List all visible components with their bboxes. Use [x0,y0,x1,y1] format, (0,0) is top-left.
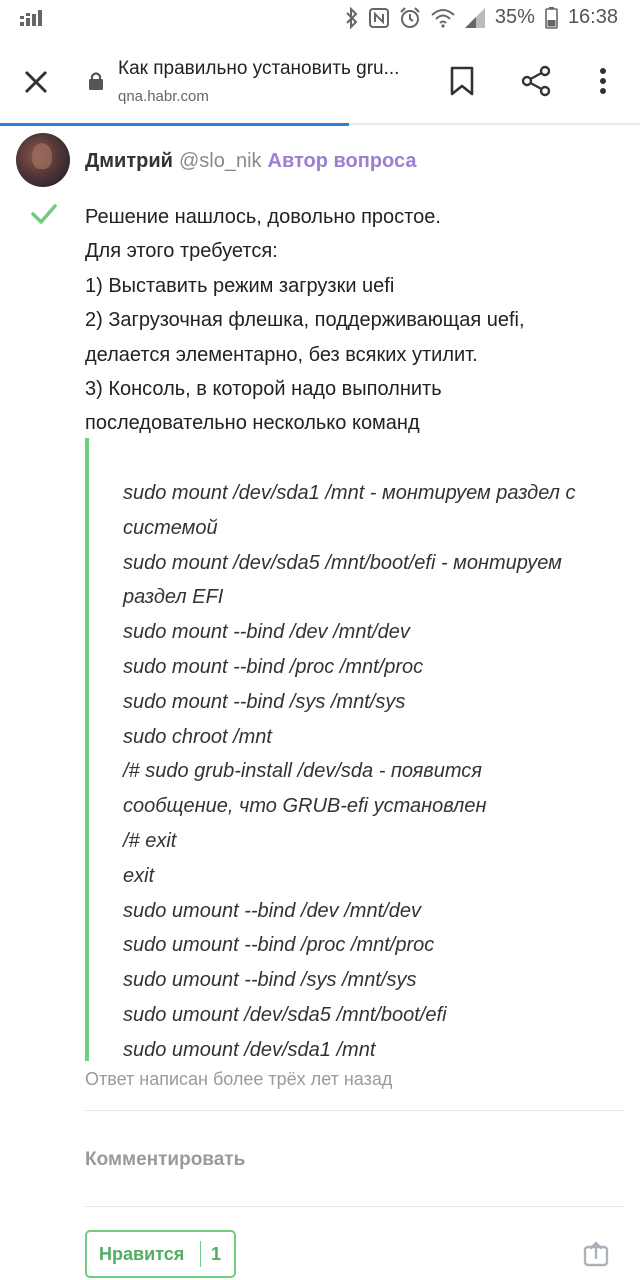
page-load-progress-fill [0,123,349,126]
answer-line: Для этого требуется: [85,240,278,263]
wifi-icon [431,8,455,28]
command-line: sudo mount /dev/sda5 /mnt/boot/efi - монтируем [123,551,562,574]
answer-line: 2) Загрузочная флешка, поддерживающая uefi, [85,309,525,332]
command-line: системой [123,516,218,539]
share-icon[interactable] [520,65,552,97]
command-line: sudo mount /dev/sda1 /mnt - монтируем раздел с [123,482,576,504]
answer-author [85,150,417,173]
command-line: sudo umount --bind /proc /mnt/proc [123,934,435,957]
like-button[interactable] [85,1230,236,1278]
command-line: sudo mount --bind /sys /mnt/sys [123,690,406,713]
bookmark-icon[interactable] [449,66,475,96]
page-domain[interactable]: qna.habr.com [118,88,209,105]
command-line: sudo umount --bind /sys /mnt/sys [123,969,417,992]
battery-percent: 35% [494,6,535,28]
signal-icon [465,8,485,28]
comment-button[interactable]: Комментировать [85,1149,246,1170]
answer-line: 3) Консоль, в которой надо выполнить [85,378,442,401]
sim-icon [20,10,42,31]
answer-timestamp: Ответ написан более трёх лет назад [85,1069,393,1089]
author-name[interactable]: Дмитрий [85,150,173,172]
status-bar [0,0,640,38]
like-count: 1 [211,1243,222,1264]
answer-line: Решение нашлось, довольно простое. [85,206,441,228]
clock-time: 16:38 [567,6,618,28]
answer-line: делается элементарно, без всяких утилит. [85,343,478,366]
author-nick[interactable]: @slo_nik [178,150,262,172]
command-line: exit [123,864,155,887]
author-badge: Автор вопроса [267,150,417,172]
command-line: sudo umount /dev/sda5 /mnt/boot/efi [123,1003,447,1026]
nfc-icon [369,8,389,28]
solution-check-icon [31,203,57,225]
like-label: Нравится [99,1243,185,1264]
blockquote-bar [85,438,89,1061]
more-icon[interactable] [596,66,610,96]
command-line: /# exit [123,829,177,852]
command-line: сообщение, что GRUB-efi установлен [123,795,487,818]
command-line: раздел EFI [123,586,224,609]
close-icon[interactable] [22,68,50,96]
page-title[interactable]: Как правильно установить gru... [118,58,400,79]
bluetooth-icon [345,7,359,29]
battery-icon [545,7,558,29]
command-blockquote [123,476,633,1068]
command-line: sudo mount --bind /dev /mnt/dev [123,621,410,644]
command-line: sudo mount --bind /proc /mnt/proc [123,655,424,678]
divider [85,1206,625,1207]
command-line: sudo chroot /mnt [123,725,272,748]
alarm-icon [399,7,421,29]
page-load-progress [0,123,640,125]
avatar[interactable] [16,133,70,187]
answer-line: 1) Выставить режим загрузки uefi [85,274,395,297]
command-line: sudo umount /dev/sda1 /mnt [123,1038,376,1061]
share-answer-icon[interactable] [583,1241,609,1267]
answer-line: последовательно несколько команд [85,412,420,435]
lock-icon [88,71,104,91]
command-line: sudo umount --bind /dev /mnt/dev [123,899,421,922]
command-line: /# sudo grub-install /dev/sda - появится [123,760,482,783]
answer-text [85,200,625,441]
divider [85,1110,625,1111]
browser-toolbar [0,38,640,124]
